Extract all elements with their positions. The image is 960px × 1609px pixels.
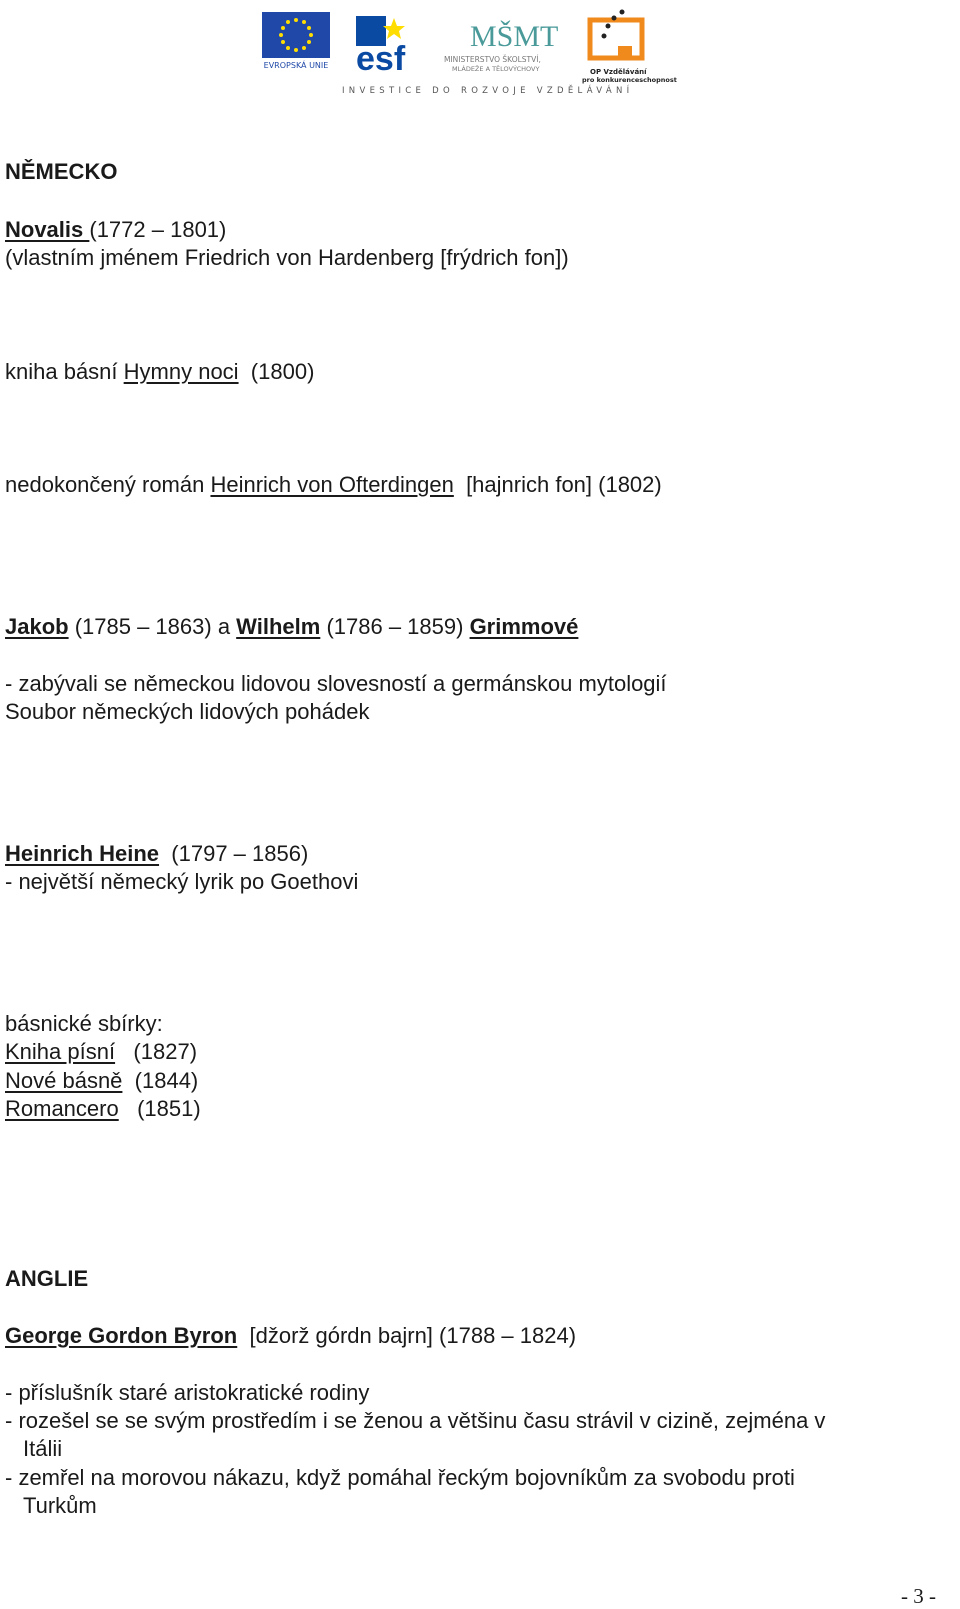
grimm-wilhelm: Wilhelm — [236, 614, 321, 639]
collection-year: (1844) — [134, 1068, 199, 1093]
byron-pron: [džorž górdn bajrn] (1788 – 1824) — [249, 1323, 577, 1348]
byron-line — [5, 1322, 576, 1350]
byron-desc-3: - zemřel na morovou nákazu, když pomáhal řeckým bojovníkům za svobodu proti — [5, 1465, 795, 1490]
esf-logo — [354, 12, 420, 74]
heine-collections-label: básnické sbírky: — [5, 1011, 163, 1036]
invest-tagline: INVESTICE DO ROZVOJE VZDĚLÁVÁNÍ — [342, 86, 634, 96]
grimm-line — [5, 613, 578, 641]
eu-flag-logo — [262, 12, 330, 70]
byron-desc-3-cont: Turkům — [23, 1493, 97, 1518]
novel-title: Heinrich von Ofterdingen — [210, 472, 454, 497]
collection-title: Nové básně — [5, 1068, 123, 1093]
svg-text:MŠMT: MŠMT — [470, 20, 559, 53]
novalis-real-name: (vlastním jménem Friedrich von Hardenberg [frýdrich fon]) — [5, 245, 569, 270]
msmt-logo — [442, 10, 567, 78]
grimm-jakob: Jakob — [5, 614, 69, 639]
heine-name: Heinrich Heine — [5, 841, 160, 866]
novalis-name: Novalis — [5, 217, 90, 242]
novalis-poems-line — [5, 358, 314, 386]
byron-desc-2-cont: Itálii — [23, 1436, 63, 1461]
collection-year: (1827) — [133, 1039, 198, 1064]
poems-prefix: kniha básní — [5, 359, 124, 384]
header-logos — [262, 8, 682, 108]
byron-name: George Gordon Byron — [5, 1323, 238, 1348]
grimm-jakob-years: (1785 – 1863) a — [68, 614, 237, 639]
heine-desc: - největší německý lyrik po Goethovi — [5, 869, 359, 894]
novel-prefix: nedokončený román — [5, 472, 211, 497]
grimm-desc-1: - zabývali se německou lidovou slovesností a germánskou mytologií — [5, 671, 667, 696]
section-heading-england: ANGLIE — [5, 1266, 89, 1291]
svg-text:EVROPSKÁ UNIE: EVROPSKÁ UNIE — [263, 61, 329, 70]
collection-item — [5, 1095, 201, 1123]
poems-year: (1800) — [250, 359, 315, 384]
novalis-years: (1772 – 1801) — [89, 217, 227, 242]
page-number: - 3 - — [901, 1584, 936, 1608]
novalis-line — [5, 216, 226, 244]
collection-item — [5, 1067, 198, 1095]
svg-text:MLÁDEŽE A TĚLOVÝCHOVY: MLÁDEŽE A TĚLOVÝCHOVY — [452, 65, 540, 73]
grimm-surname: Grimmové — [469, 614, 579, 639]
collection-title: Kniha písní — [5, 1039, 116, 1064]
svg-text:MINISTERSTVO ŠKOLSTVÍ,: MINISTERSTVO ŠKOLSTVÍ, — [444, 55, 541, 64]
svg-text:pro konkurenceschopnost: pro konkurenceschopnost — [582, 76, 677, 84]
grimm-wilhelm-years: (1786 – 1859) — [320, 614, 470, 639]
heine-years: (1797 – 1856) — [171, 841, 309, 866]
byron-desc-2: - rozešel se se svým prostředím i se ženou a většinu času strávil v cizině, zejména v — [5, 1408, 826, 1433]
collection-title: Romancero — [5, 1096, 119, 1121]
byron-desc-1: - příslušník staré aristokratické rodiny — [5, 1380, 370, 1405]
svg-text:esf: esf — [356, 40, 406, 74]
svg-text:OP Vzdělávání: OP Vzdělávání — [590, 68, 647, 76]
grimm-desc-2: Soubor německých lidových pohádek — [5, 699, 370, 724]
poems-title: Hymny noci — [123, 359, 239, 384]
novalis-novel-line — [5, 471, 662, 499]
heine-line — [5, 840, 308, 868]
collection-year: (1851) — [137, 1096, 201, 1121]
section-heading-germany: NĚMECKO — [5, 159, 118, 184]
collection-item — [5, 1038, 197, 1066]
op-vzdelavani-logo — [582, 8, 682, 84]
novel-suffix: [hajnrich fon] (1802) — [466, 472, 662, 497]
